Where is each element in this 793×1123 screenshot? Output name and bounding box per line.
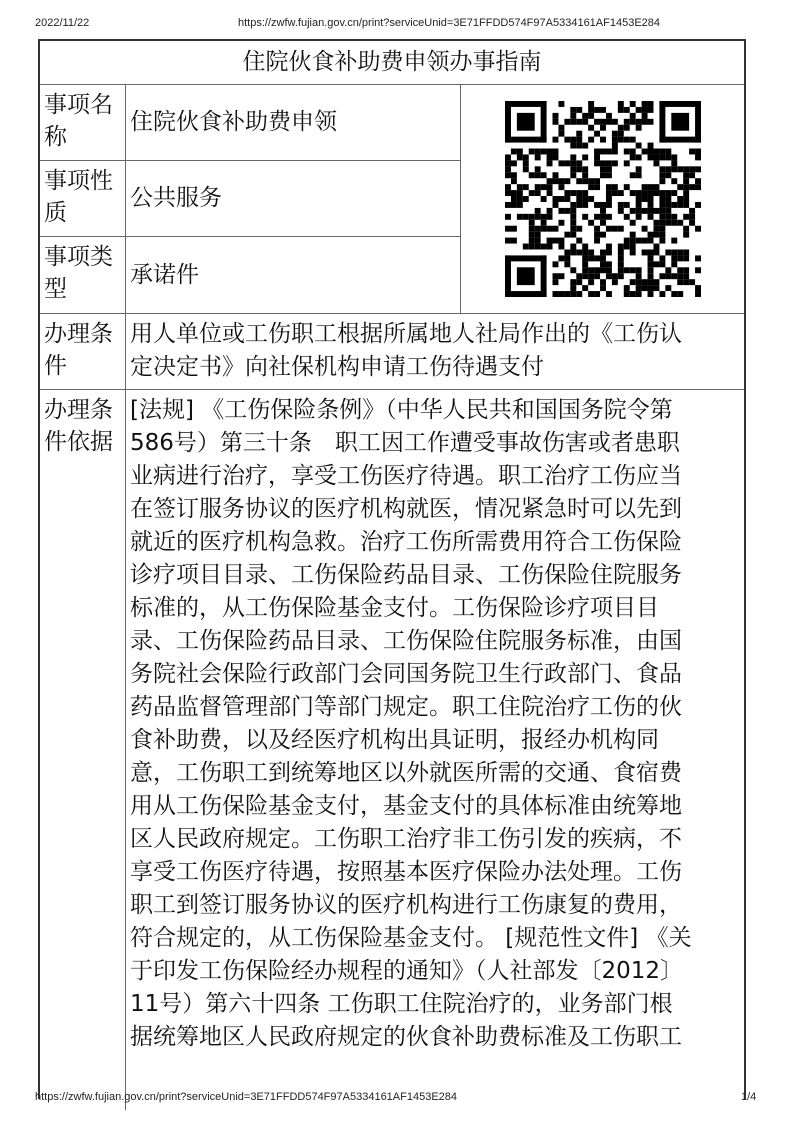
row-value <box>126 390 744 1110</box>
basis-line: 意，工伤职工到统筹地区以外就医所需的交通、食宿费 <box>130 760 682 786</box>
row-value: 住院伙食补助费申领 <box>130 109 337 135</box>
basis-line: 在签订服务协议的医疗机构就医，情况紧急时可以先到 <box>130 496 682 522</box>
basis-line: 录、工伤保险药品目录、工伤保险住院服务标准，由国 <box>130 628 682 654</box>
basis-line: 于印发工伤保险经办规程的通知》（人社部发〔2012〕 <box>130 958 684 984</box>
basis-line: 区人民政府规定。工伤职工治疗非工伤引发的疾病，不 <box>130 826 682 852</box>
basis-line: 11号）第六十四条 工伤职工住院治疗的，业务部门根 <box>130 991 673 1017</box>
basis-line: 药品监督管理部门等部门规定。职工住院治疗工伤的伙 <box>130 694 682 720</box>
basis-line: 用从工伤保险基金支付，基金支付的具体标准由统筹地 <box>130 793 682 819</box>
basis-line: [法规] 《工伤保险条例》（中华人民共和国国务院令第 <box>130 397 673 423</box>
row-conditions <box>40 314 744 390</box>
guide-table <box>38 39 746 1099</box>
basis-line: 586号）第三十条 职工因工作遭受事故伤害或者患职 <box>130 430 680 456</box>
row-label: 事项名 称 <box>40 85 126 160</box>
basis-line: 标准的，从工伤保险基金支付。工伤保险诊疗项目目 <box>130 595 659 621</box>
basis-line: 食补助费，以及经医疗机构出具证明，报经办机构同 <box>130 727 659 753</box>
basis-line: 符合规定的，从工伤保险基金支付。 [规范性文件] 《关 <box>130 925 692 951</box>
qr-code-icon <box>505 101 701 297</box>
row-label: 事项性 质 <box>40 161 126 236</box>
page-title: 住院伙食补助费申领办事指南 <box>40 41 744 85</box>
row-value: 承诺件 <box>130 261 199 288</box>
basis-line: 诊疗项目目录、工伤保险药品目录、工伤保险住院服务 <box>130 562 682 588</box>
row-item-type <box>40 237 460 313</box>
row-item-nature <box>40 161 460 237</box>
row-value: 公共服务 <box>130 185 222 211</box>
row-label: 事项类 型 <box>40 237 126 313</box>
row-label: 办理条 件依据 <box>40 390 126 1110</box>
page-number: 1/4 <box>741 1091 757 1103</box>
print-date: 2022/11/22 <box>35 17 90 29</box>
basis-line: 就近的医疗机构急救。治疗工伤所需费用符合工伤保险 <box>130 529 682 555</box>
row-item-name <box>40 85 460 161</box>
row-basis <box>40 390 744 1110</box>
basis-line: 业病进行治疗，享受工伤医疗待遇。职工治疗工伤应当 <box>130 463 682 489</box>
print-url: https://zwfw.fujian.gov.cn/print?serviceUnid=3E71FFDD574F97A5334161AF1453E284 <box>238 17 661 29</box>
basis-line: 职工到签订服务协议的医疗机构进行工伤康复的费用， <box>130 892 682 918</box>
row-label: 办理条 件 <box>40 314 126 389</box>
basis-line: 享受工伤医疗待遇，按照基本医疗保险办法处理。工伤 <box>130 859 682 885</box>
footer-url: https://zwfw.fujian.gov.cn/print?serviceUnid=3E71FFDD574F97A5334161AF1453E284 <box>35 1091 458 1103</box>
basis-line: 据统筹地区人民政府规定的伙食补助费标准及工伤职工 <box>130 1024 682 1050</box>
basis-line: 务院社会保险行政部门会同国务院卫生行政部门、食品 <box>130 661 682 687</box>
row-value: 用人单位或工伤职工根据所属地人社局作出的《工伤认 定决定书》向社保机构申请工伤待遇支付 <box>130 321 682 380</box>
